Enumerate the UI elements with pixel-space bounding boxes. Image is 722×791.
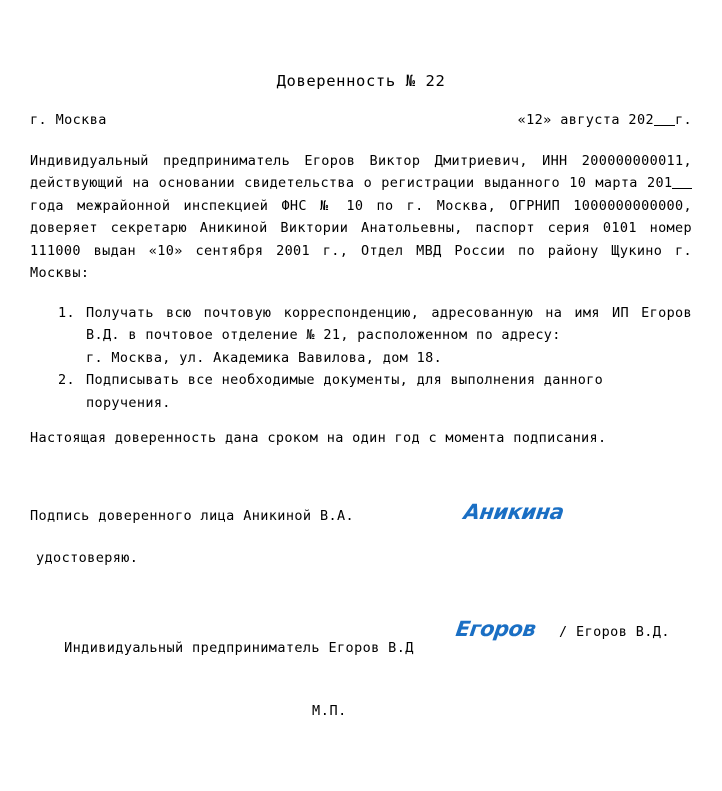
attorney-certify-text: удостоверяю. — [36, 550, 139, 566]
clause-number: 1. — [58, 305, 75, 321]
principal-handwritten-signature: Егоров — [454, 617, 538, 641]
clause-text: Подписывать все необходимые документы, для выполнения данного — [86, 372, 604, 389]
date-of-issue — [518, 112, 692, 128]
document-title: Доверенность № 22 — [276, 72, 446, 90]
body-paragraph — [30, 150, 692, 284]
attorney-signature-row — [30, 508, 692, 524]
body-text-part-2: года межрайонной инспекцией ФНС № 10 по г. Москва, ОГРНИП 1000000000000, доверяет секретарю Аникиной Виктории Анатольевны, паспорт серия 0101 номер 111000 выдан «10» сентября 2001 г., Отдел МВД России по району Щукино г. Москвы: — [30, 197, 692, 282]
clause-item — [58, 302, 692, 369]
clause-text-tail: поручения. — [86, 394, 171, 411]
principal-signature-decipher: / Егоров В.Д. — [559, 624, 670, 640]
clause-number: 2. — [58, 372, 75, 389]
stamp-placeholder: М.П. — [312, 703, 347, 719]
validity-term-text: Настоящая доверенность дана сроком на один год с момента подписания. — [30, 430, 607, 446]
principal-signature-label: Индивидуальный предприниматель Егоров В.Д — [64, 640, 414, 656]
date-prefix: «12» августа 202 — [517, 112, 655, 128]
place-and-date-row — [30, 112, 692, 128]
date-year-blank — [654, 125, 675, 126]
attorney-signature-label: Подпись доверенного лица Аникиной В.А. — [30, 508, 355, 524]
clause-list — [58, 302, 692, 414]
attorney-handwritten-signature: Аникина — [462, 500, 566, 524]
place-of-issue: г. Москва — [30, 112, 107, 128]
clause-text: Получать всю почтовую корреспонденцию, адресованную на имя ИП Егоров В.Д. в почтовое отделение № 21, расположенном по адресу: — [86, 305, 692, 344]
date-suffix: г. — [674, 112, 692, 128]
registration-year-blank — [672, 188, 692, 189]
principal-signature-row — [30, 624, 692, 688]
body-text-part-1: Индивидуальный предприниматель Егоров Виктор Дмитриевич, ИНН 200000000011, действующий на основании свидетельства о регистрации выданного 10 марта 201 — [30, 153, 692, 192]
clause-text-tail: г. Москва, ул. Академика Вавилова, дом 18. — [86, 349, 443, 366]
clause-item — [58, 369, 692, 414]
